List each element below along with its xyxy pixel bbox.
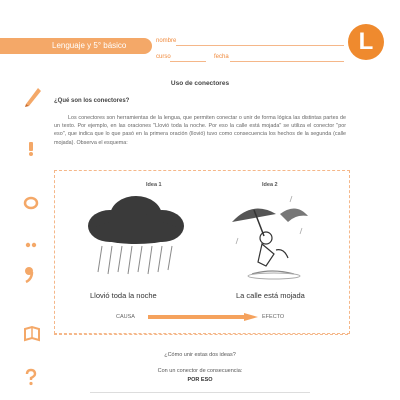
name-field[interactable]: [176, 45, 344, 46]
letter-o-icon: [22, 196, 40, 210]
cause-label: CAUSA: [116, 314, 135, 320]
section-question: ¿Qué son los conectores?: [54, 98, 130, 104]
rain-cloud-icon: [80, 192, 190, 276]
document-title: Uso de conectores: [170, 80, 230, 87]
bottom-divider: [90, 392, 310, 393]
exclamation-icon: [22, 140, 40, 158]
lower-line: Con un conector de consecuencia:: [157, 368, 243, 374]
umbrella-walker-icon: [222, 192, 322, 282]
idea2-label: Idea 2: [262, 182, 278, 188]
connector-word: POR ESO: [187, 377, 213, 383]
section-divider: [54, 334, 348, 336]
date-field[interactable]: [230, 61, 344, 62]
effect-label: EFECTO: [262, 314, 285, 320]
comma-icon: [22, 264, 36, 284]
pencil-icon: [22, 84, 44, 108]
course-label: curso: [156, 54, 171, 60]
course-field[interactable]: [170, 61, 206, 62]
book-icon: [22, 324, 42, 344]
lower-question: ¿Cómo unir estas dos ideas?: [164, 352, 236, 358]
caption-idea2: La calle está mojada: [236, 291, 305, 300]
idea1-label: Idea 1: [146, 182, 162, 188]
date-label: fecha: [214, 54, 229, 60]
subject-title: Lenguaje y 5° básico: [52, 41, 127, 50]
name-label: nombre: [156, 38, 177, 44]
dots-icon: [22, 236, 40, 254]
explanation-paragraph: Los conectores son herramientas de la lengua, que permiten conectar o unir de forma lógica las distintas partes de un texto. Por ejemplo, en las oraciones "Llovió toda la noche. Por eso la calle está mojada" se utiliza el conector "por eso", que indica que lo que pasó en la primera oración (llovió) tuvo como consecuencia los hechos de la segunda (calle mojada). Observa el esquema:: [54, 115, 346, 146]
subject-badge: L: [348, 24, 384, 60]
caption-idea1: Llovió toda la noche: [90, 291, 157, 300]
cause-effect-arrow-icon: [148, 313, 258, 321]
